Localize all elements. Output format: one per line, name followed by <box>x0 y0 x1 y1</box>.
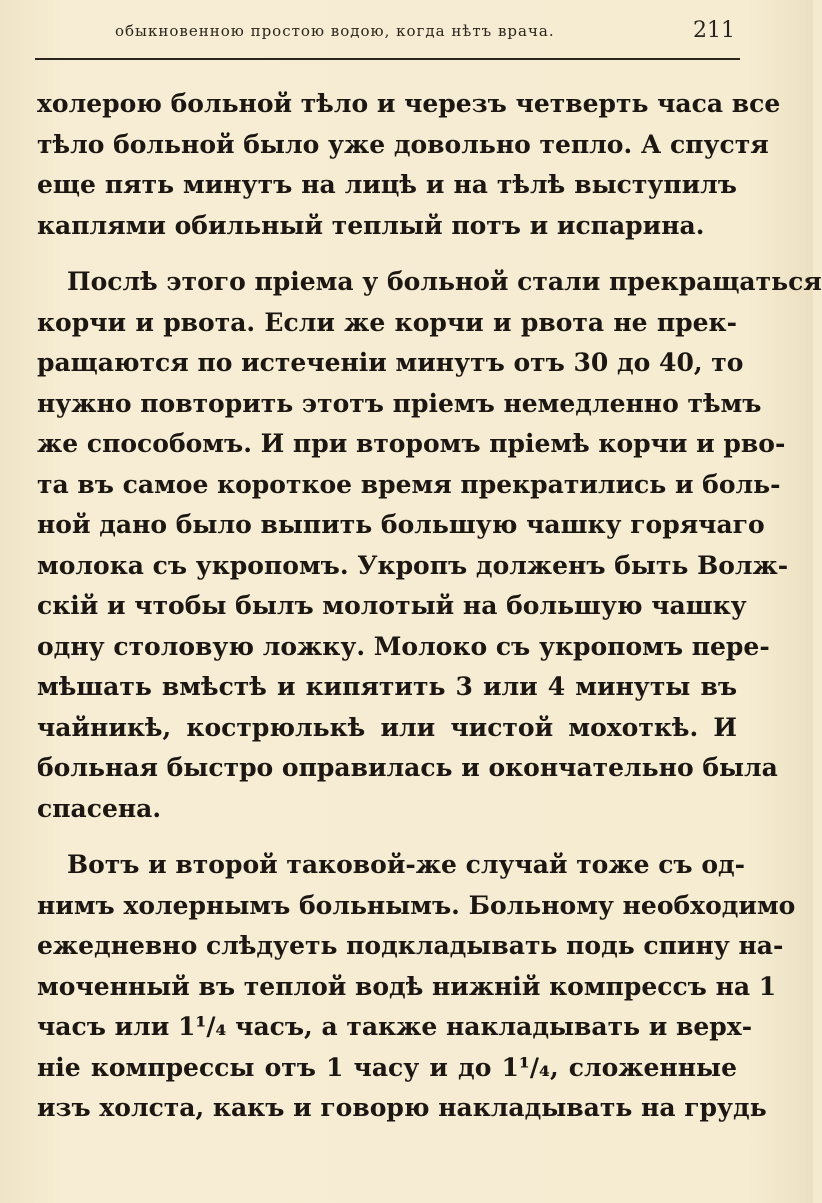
text-line: же способомъ. И при второмъ пріемѣ корчи и рво- <box>37 429 786 458</box>
text-line: тѣло больной было уже довольно тепло. А спустя <box>37 129 769 159</box>
text-line: мѣшать вмѣстѣ и кипятить 3 или 4 минуты въ <box>37 672 737 701</box>
body-text <box>37 84 822 1129</box>
text-line: нужно повторить этотъ пріемъ немедленно тѣмъ <box>37 388 762 418</box>
text-line: одну столовую ложку. Молоко съ укропомъ пере- <box>37 631 770 661</box>
page-number: 211 <box>693 18 735 43</box>
text-line: ной дано было выпить большую чашку горячаго <box>37 510 765 539</box>
text-line: ращаются по истеченіи минутъ отъ 30 до 40, то <box>37 348 744 377</box>
header-rule <box>35 58 740 60</box>
text-line: чайникѣ, кострюлькѣ или чистой мохоткѣ. И <box>37 712 737 742</box>
text-line: изъ холста, какъ и говорю накладывать на грудь <box>37 1093 767 1122</box>
text-line: больная быстро оправилась и окончательно была <box>37 753 778 782</box>
paragraph-gap <box>37 829 737 845</box>
text-line: каплями обильный теплый потъ и испарина. <box>37 210 705 240</box>
running-head: обыкновенною простою водою, когда нѣтъ врача. <box>115 22 555 40</box>
page-header <box>115 18 735 46</box>
text-line: та въ самое короткое время прекратились и боль- <box>37 469 781 499</box>
text-line: Вотъ и второй таковой-же случай тоже съ од- <box>67 850 746 879</box>
text-line: нимъ холернымъ больнымъ. Больному необходимо <box>37 890 796 920</box>
text-line: корчи и рвота. Если же корчи и рвота не прек- <box>37 307 737 337</box>
text-line: спасена. <box>37 793 162 823</box>
text-line: ежедневно слѣдуеть подкладывать подь спину на- <box>37 931 784 960</box>
text-line: часъ или 1¹/₄ часъ, а также накладывать и верх- <box>37 1012 753 1041</box>
text-line: моченный въ теплой водѣ нижній компрессъ на 1 <box>37 971 777 1001</box>
text-line: Послѣ этого пріема у больной стали прекращаться <box>67 267 822 296</box>
text-line: ніе компрессы отъ 1 часу и до 1¹/₄, сложенные <box>37 1052 737 1082</box>
text-line: холерою больной тѣло и черезъ четверть часа все <box>37 89 781 118</box>
text-line: молока съ укропомъ. Укропъ долженъ быть Волж- <box>37 550 789 580</box>
text-line: скій и чтобы былъ молотый на большую чашку <box>37 591 747 620</box>
text-line: еще пять минутъ на лицѣ и на тѣлѣ выступилъ <box>37 170 737 199</box>
paragraph-gap <box>37 246 737 262</box>
paragraph-2 <box>37 262 822 829</box>
paragraph-3 <box>37 845 796 1129</box>
paragraph-1 <box>37 84 781 246</box>
